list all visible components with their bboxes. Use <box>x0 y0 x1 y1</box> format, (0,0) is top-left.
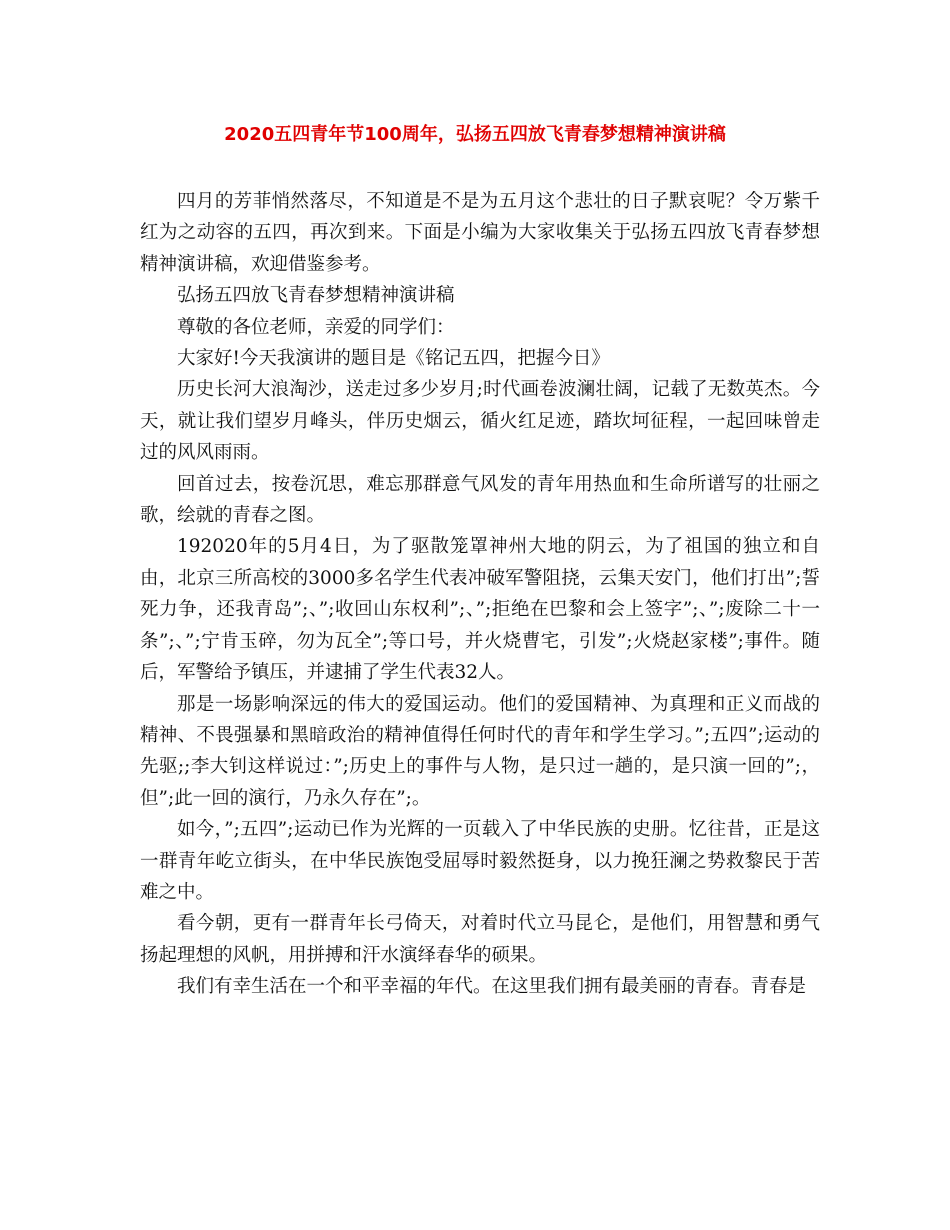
paragraph-intro: 四月的芳菲悄然落尽，不知道是不是为五月这个悲壮的日子默哀呢？令万紫千红为之动容的五四，再次到来。下面是小编为大家收集关于弘扬五四放飞青春梦想精神演讲稿，欢迎借鉴参考。 <box>140 191 820 275</box>
paragraph-may-fourth-event: 192020年的5月4日，为了驱散笼罩神州大地的阴云，为了祖国的独立和自由，北京三所高校的3000多名学生代表冲破军警阻挠，云集天安门，他们打出”;誓死力争，还我青岛”;、”;收回山东权利”;、”;拒绝在巴黎和会上签字”;、”;废除二十一条”;、”;宁肯玉碎，勿为瓦全”;等口号，并火烧曹宅，引发”;火烧赵家楼”;事件。随后，军警给予镇压，并逮捕了学生代表32人。 <box>140 536 820 684</box>
paragraph-peaceful-era: 我们有幸生活在一个和平幸福的年代。在这里我们拥有最美丽的青春。青春是 <box>177 976 807 998</box>
document-title: 2020五四青年节100周年，弘扬五四放飞青春梦想精神演讲稿 <box>224 124 726 145</box>
paragraph-salutation: 尊敬的各位老师，亲爱的同学们： <box>177 316 455 338</box>
paragraph-today: 如今，”;五四”;运动已作为光辉的一页载入了中华民族的史册。忆往昔，正是这一群青年屹立街头，在中华民族饱受屈辱时毅然挺身，以力挽狂澜之势救黎民于苦难之中。 <box>140 819 820 903</box>
paragraph-patriotic-movement: 那是一场影响深远的伟大的爱国运动。他们的爱国精神、为真理和正义而战的精神、不畏强暴和黑暗政治的精神值得任何时代的青年和学生学习。”;五四”;运动的先驱;;李大钊这样说过：”;历史上的事件与人物，是只过一趟的，是只演一回的”;，但”;此一回的演行，乃永久存在”;。 <box>140 693 820 809</box>
paragraph-looking-back: 回首过去，按卷沉思，难忘那群意气风发的青年用热血和生命所谱写的壮丽之歌，绘就的青春之图。 <box>140 473 820 527</box>
paragraph-history: 历史长河大浪淘沙，送走过多少岁月;时代画卷波澜壮阔，记载了无数英杰。今天，就让我们望岁月峰头，伴历史烟云，循火红足迹，踏坎坷征程，一起回味曾走过的风风雨雨。 <box>140 379 820 464</box>
document-body <box>140 186 820 1003</box>
paragraph-greeting: 大家好!今天我演讲的题目是《铭记五四，把握今日》 <box>177 348 610 370</box>
paragraph-present-youth: 看今朝，更有一群青年长弓倚天，对着时代立马昆仑，是他们，用智慧和勇气扬起理想的风帆，用拼搏和汗水演绎春华的硕果。 <box>140 913 820 966</box>
paragraph-speech-heading: 弘扬五四放飞青春梦想精神演讲稿 <box>177 285 455 307</box>
